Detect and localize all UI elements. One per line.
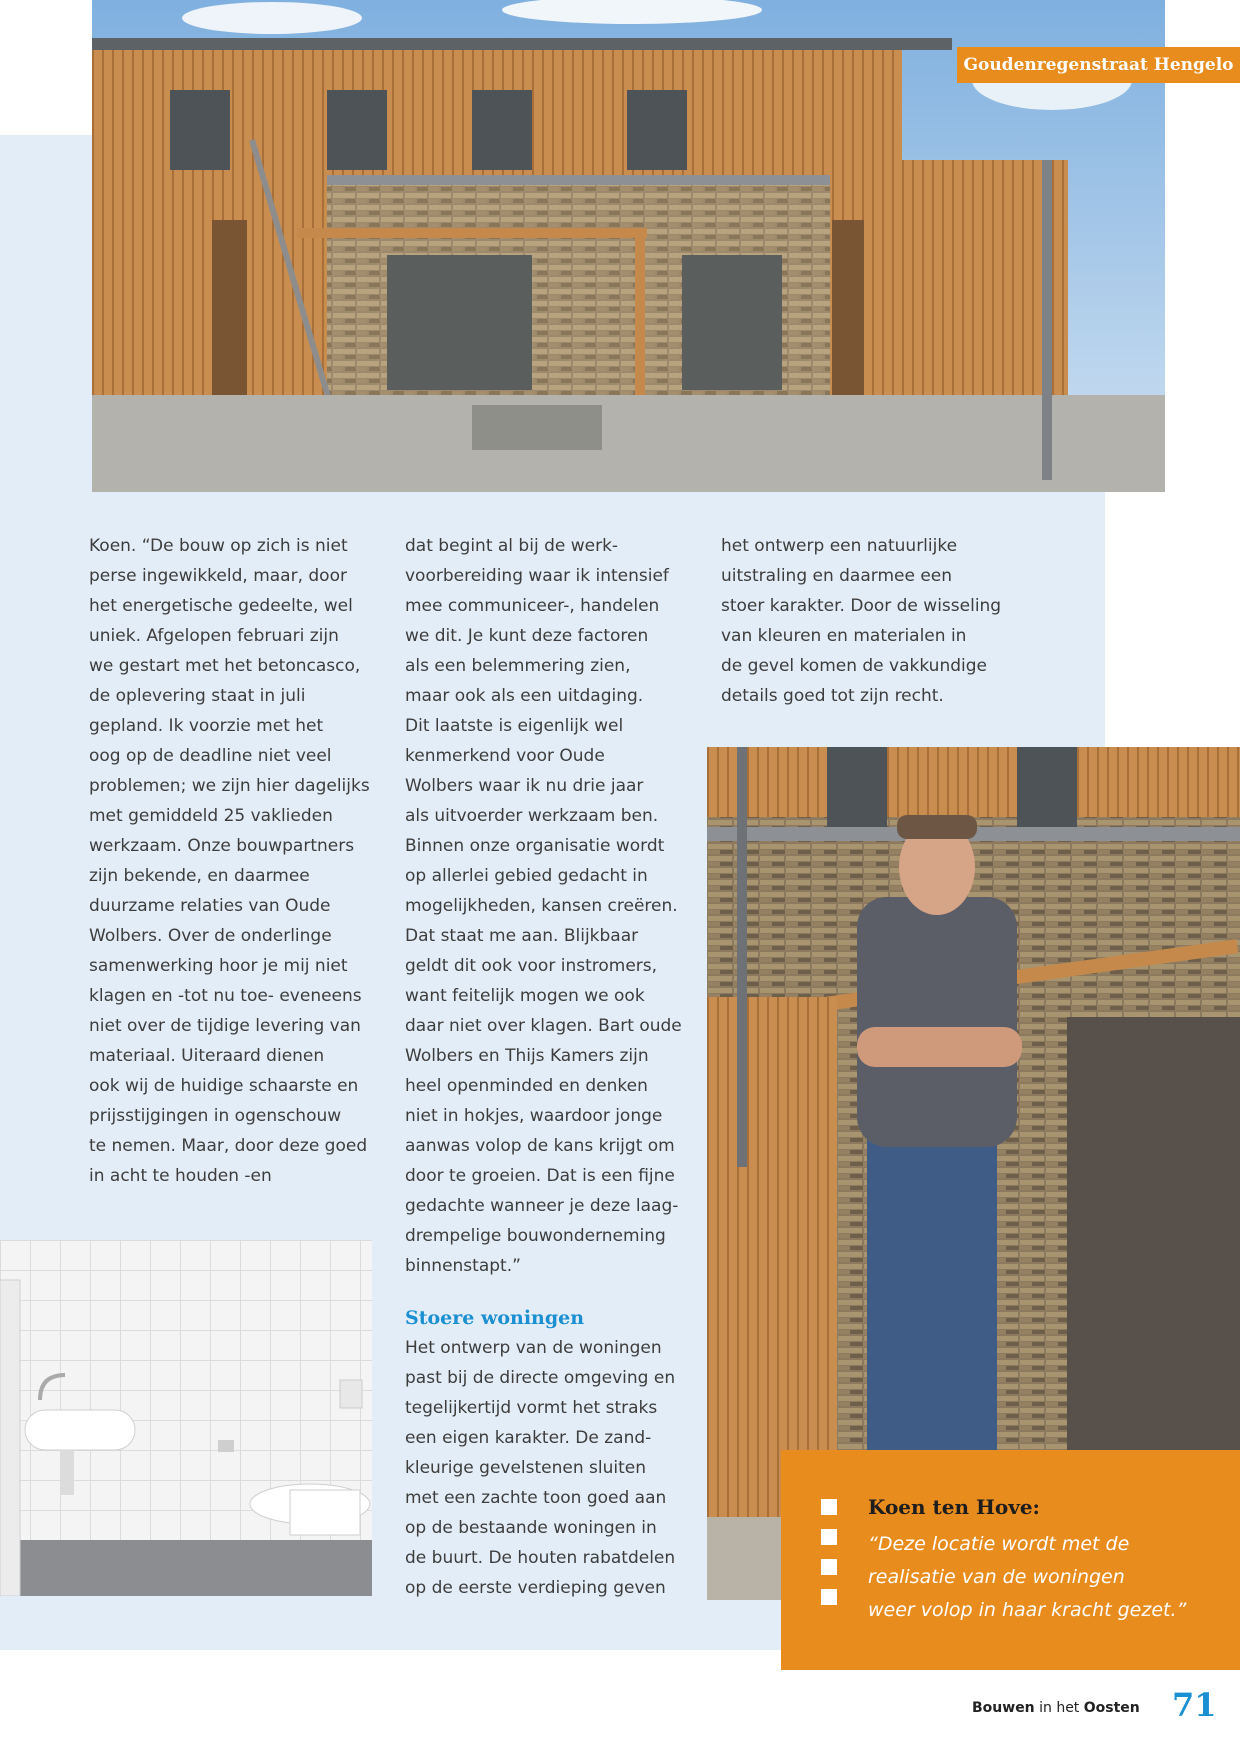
text-line: een eigen karakter. De zand- <box>405 1428 652 1448</box>
text-line: niet over de tijdige levering van <box>89 1016 361 1036</box>
text-line: past bij de directe omgeving en <box>405 1368 676 1388</box>
text-line: we gestart met het betoncasco, <box>89 656 361 676</box>
photo-caption: Goudenregenstraat Hengelo <box>957 47 1240 83</box>
square-bullet-icon <box>821 1559 837 1575</box>
text-line: mogelijkheden, kansen creëren. <box>405 896 678 916</box>
text-line: mee communiceer-, handelen <box>405 596 660 616</box>
text-column-1 <box>89 531 370 1191</box>
text-line: tegelijkertijd vormt het straks <box>405 1398 658 1418</box>
square-bullet-icon <box>821 1589 837 1605</box>
text-line: kleurige gevelstenen sluiten <box>405 1458 647 1478</box>
text-line: door te groeien. Dat is een fijne <box>405 1166 675 1186</box>
text-line: perse ingewikkeld, maar, door <box>89 566 347 586</box>
text-line: details goed tot zijn recht. <box>721 686 944 706</box>
text-line: het ontwerp een natuurlijke <box>721 536 958 556</box>
text-line: ook wij de huidige schaarste en <box>89 1076 359 1096</box>
page-number: 71 <box>1172 1686 1217 1724</box>
text-line: geldt dit ook voor instromers, <box>405 956 658 976</box>
brand-word-oosten: Oosten <box>1083 1700 1140 1716</box>
text-line: drempelige bouwonderneming <box>405 1226 666 1246</box>
text-line: uitstraling en daarmee een <box>721 566 953 586</box>
text-line: Wolbers en Thijs Kamers zijn <box>405 1046 649 1066</box>
quote-line: weer volop in haar kracht gezet.” <box>868 1599 1187 1621</box>
text-line: materiaal. Uiteraard dienen <box>89 1046 325 1066</box>
text-line: als uitvoerder werkzaam ben. <box>405 806 659 826</box>
text-line: want feitelijk mogen we ook <box>405 986 645 1006</box>
section-heading: Stoere woningen <box>405 1307 585 1329</box>
text-line: oog op de deadline niet veel <box>89 746 332 766</box>
text-line: werkzaam. Onze bouwpartners <box>89 836 355 856</box>
quote-line: “Deze locatie wordt met de <box>868 1533 1130 1555</box>
text-line: we dit. Je kunt deze factoren <box>405 626 649 646</box>
text-line: op de eerste verdieping geven <box>405 1578 666 1598</box>
text-line: het energetische gedeelte, wel <box>89 596 353 616</box>
text-column-2 <box>405 531 682 1603</box>
footer-brand <box>972 1700 1140 1716</box>
quote-author: Koen ten Hove: <box>868 1495 1040 1519</box>
text-line: aanwas volop de kans krijgt om <box>405 1136 675 1156</box>
text-column-3 <box>721 531 1001 711</box>
text-line: de buurt. De houten rabatdelen <box>405 1548 676 1568</box>
brand-word-bouwen: Bouwen <box>972 1700 1035 1716</box>
text-line: kenmerkend voor Oude <box>405 746 605 766</box>
text-line: van kleuren en materialen in <box>721 626 967 646</box>
quote-line: realisatie van de woningen <box>868 1566 1125 1588</box>
text-line: zijn bekende, en daarmee <box>89 866 310 886</box>
text-line: prijsstijgingen in ogenschouw <box>89 1106 342 1126</box>
text-line: stoer karakter. Door de wisseling <box>721 596 1002 616</box>
text-line: met gemiddeld 25 vaklieden <box>89 806 333 826</box>
text-line: Dit laatste is eigenlijk wel <box>405 716 624 736</box>
text-line: in acht te houden -en <box>89 1166 272 1186</box>
text-line: problemen; we zijn hier dagelijks <box>89 776 370 796</box>
text-line: Wolbers. Over de onderlinge <box>89 926 332 946</box>
text-line: Koen. “De bouw op zich is niet <box>89 536 348 556</box>
text-line: de oplevering staat in juli <box>89 686 306 706</box>
text-line: met een zachte toon goed aan <box>405 1488 667 1508</box>
text-line: Binnen onze organisatie wordt <box>405 836 665 856</box>
square-bullet-icon <box>821 1499 837 1515</box>
text-line: klagen en -tot nu toe- eveneens <box>89 986 362 1006</box>
text-line: op de bestaande woningen in <box>405 1518 657 1538</box>
text-line: op allerlei gebied gedacht in <box>405 866 648 886</box>
photo-bathroom <box>0 1240 372 1596</box>
text-line: daar niet over klagen. Bart oude <box>405 1016 682 1036</box>
text-line: te nemen. Maar, door deze goed <box>89 1136 368 1156</box>
text-line: Dat staat me aan. Blijkbaar <box>405 926 639 946</box>
text-line: gepland. Ik voorzie met het <box>89 716 324 736</box>
text-line: dat begint al bij de werk- <box>405 536 619 556</box>
text-line: Het ontwerp van de woningen <box>405 1338 662 1358</box>
text-line: de gevel komen de vakkundige <box>721 656 987 676</box>
text-line: samenwerking hoor je mij niet <box>89 956 348 976</box>
brand-word-in-het: in het <box>1034 1700 1084 1716</box>
text-line: Wolbers waar ik nu drie jaar <box>405 776 644 796</box>
text-line: als een belemmering zien, <box>405 656 631 676</box>
text-line: niet in hokjes, waardoor jonge <box>405 1106 663 1126</box>
text-line: binnenstapt.” <box>405 1256 521 1276</box>
text-line: uniek. Afgelopen februari zijn <box>89 626 339 646</box>
square-bullet-icon <box>821 1529 837 1545</box>
text-line: maar ook als een uitdaging. <box>405 686 644 706</box>
text-line: voorbereiding waar ik intensief <box>405 566 669 586</box>
quote-text <box>868 1528 1228 1627</box>
text-line: heel openminded en denken <box>405 1076 648 1096</box>
text-line: gedachte wanneer je deze laag- <box>405 1196 679 1216</box>
text-line: duurzame relaties van Oude <box>89 896 331 916</box>
